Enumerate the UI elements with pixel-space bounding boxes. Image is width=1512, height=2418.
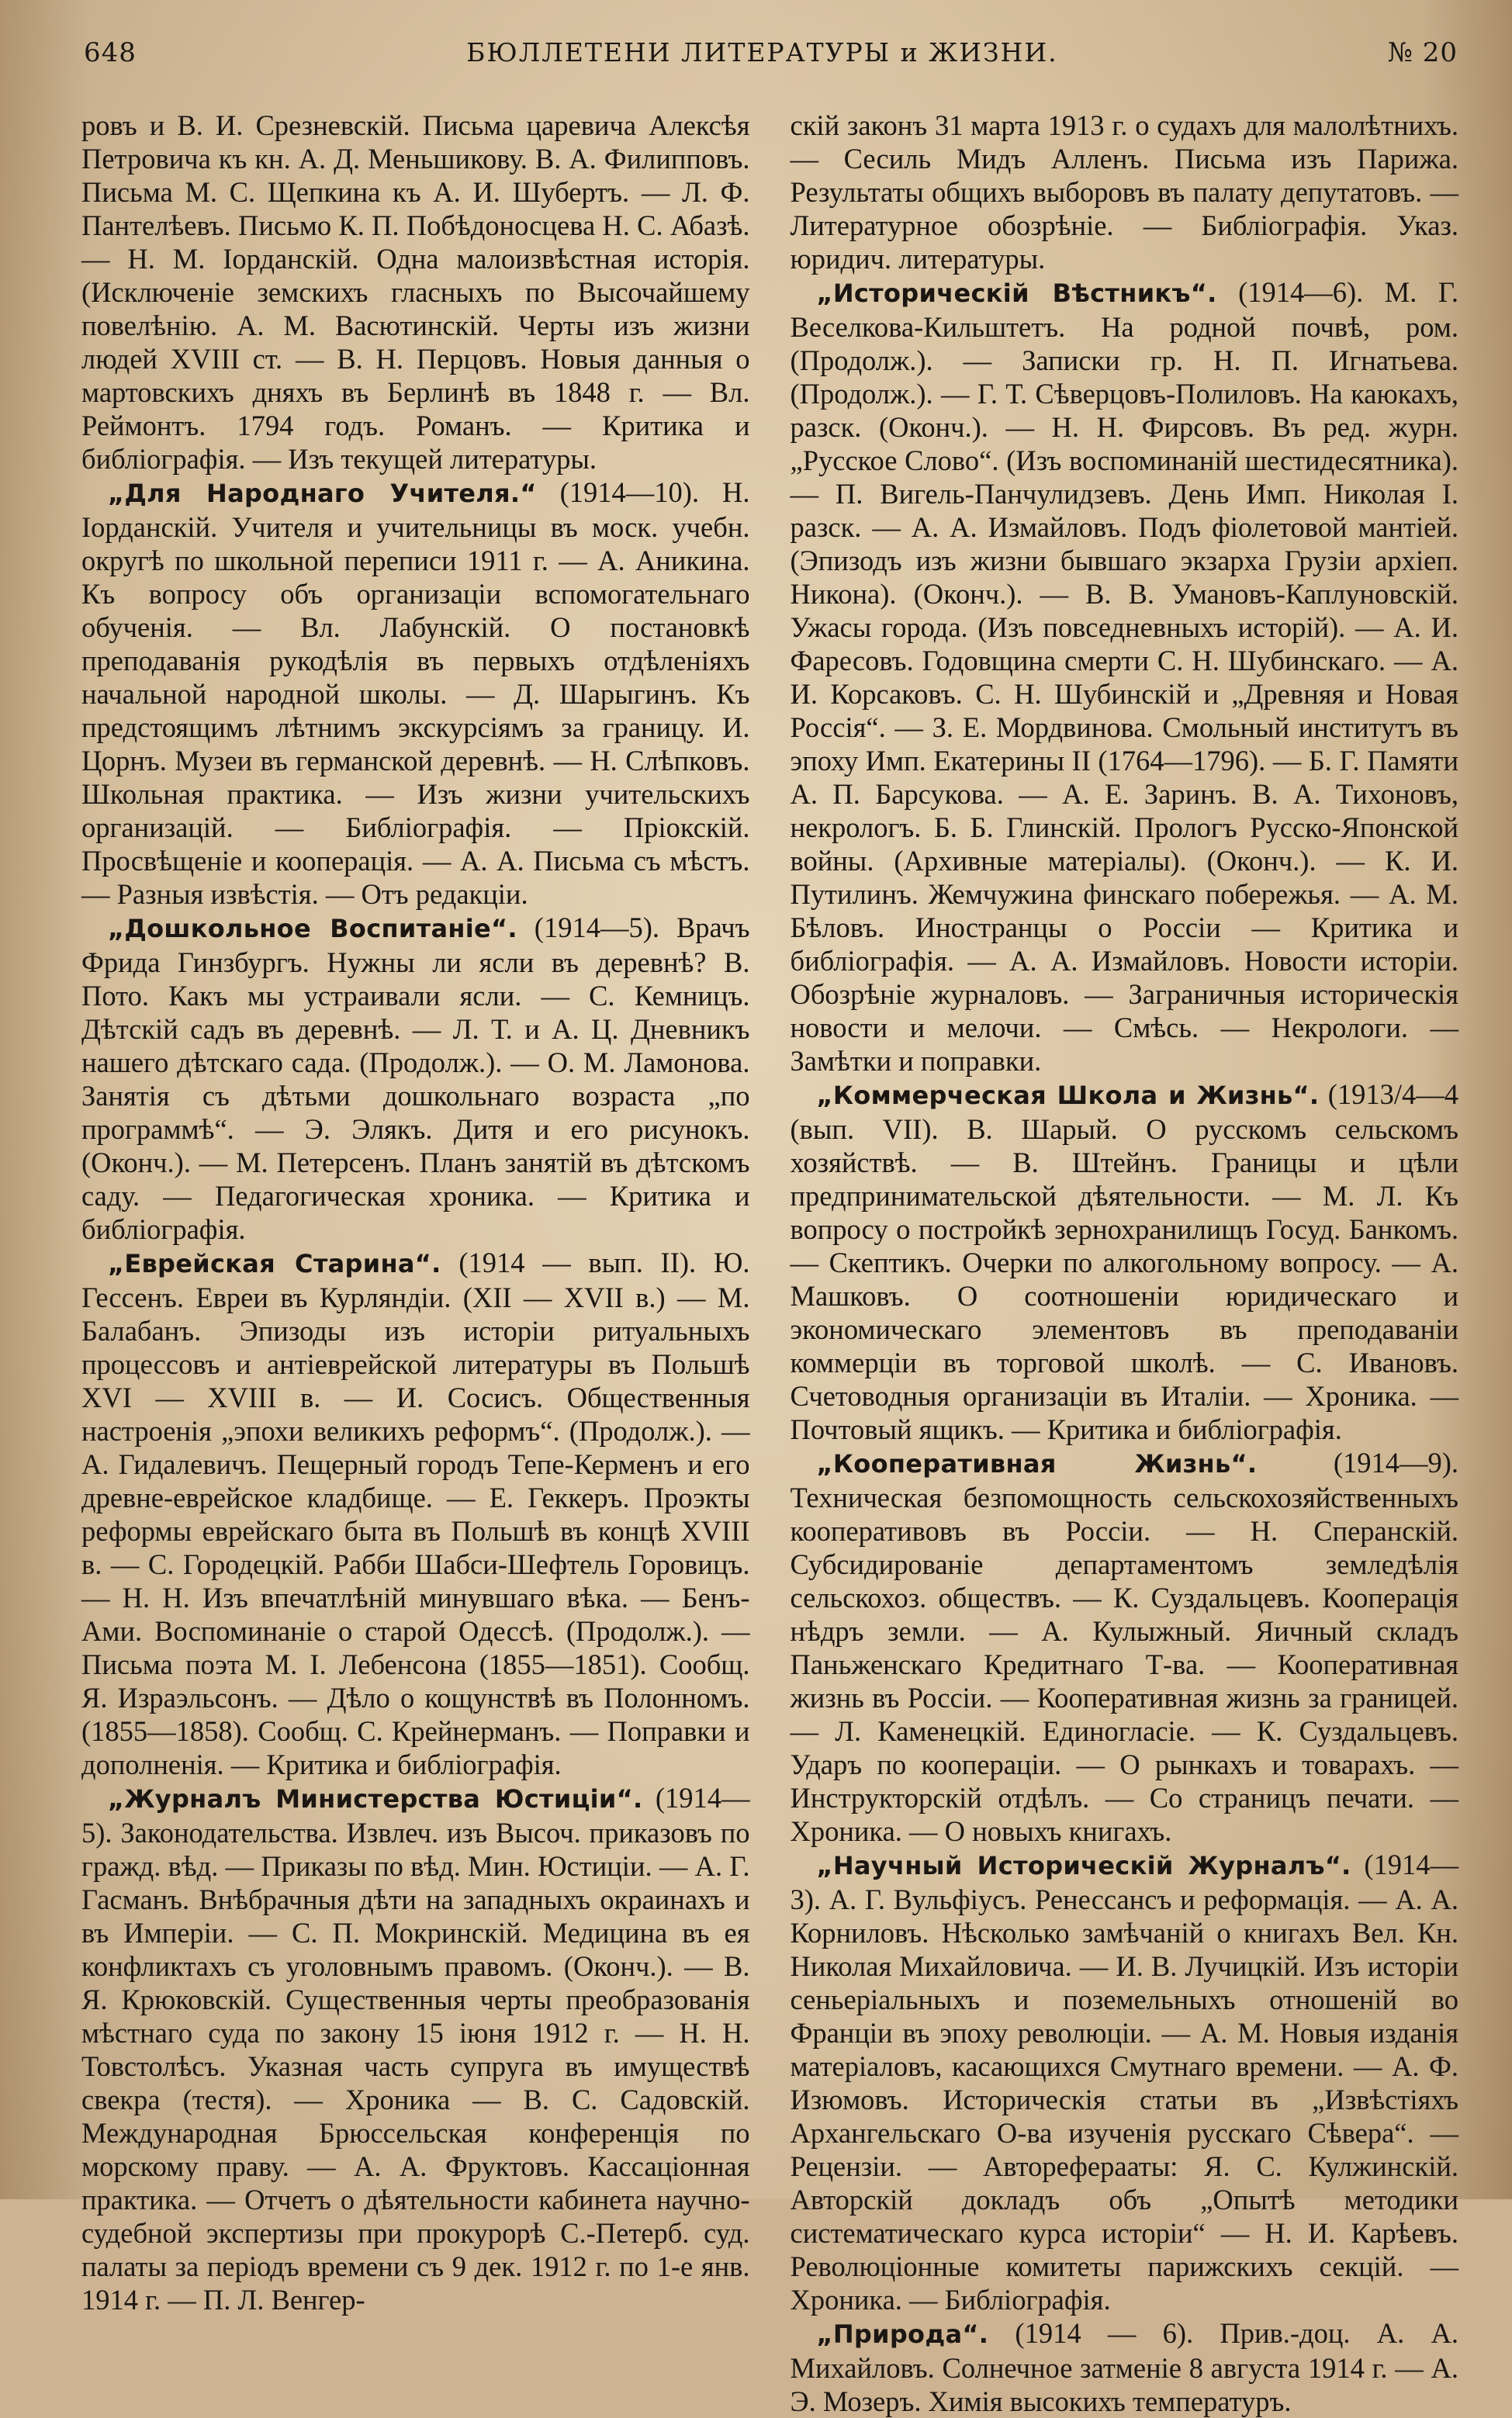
entry-text: (1914 — 6). Прив.-доц. А. А. Михайловъ. Солнечное затменіе 8 августа 1914 г. — А. Э. Мозеръ. Химія высокихъ температуръ. [790, 2317, 1458, 2417]
left-column [81, 109, 750, 2418]
journal-title: „Природа“. [816, 2319, 989, 2349]
bibliography-entry [791, 1848, 1459, 2316]
entry-text: (1914—6). М. Г. Веселкова-Кильштетъ. На родной почвѣ, ром. (Продолж.). — Записки гр. Н. П. Игнатьева. (Продолж.). — Г. Т. Сѣверцовъ-Полиловъ. На каюкахъ, разск. (Оконч.). — Н. Н. Фирсовъ. Въ ред. журн. „Русское Слово“. (Изъ воспоминаній шестидесятника). — П. Вигель-Панчулидзевъ. День Имп. Николая I. разск. — А. А. Измайловъ. Подъ фіолетовой мантіей. (Эпизодъ изъ жизни бывшаго экзарха Грузіи архіеп. Никона). (Оконч.). — В. В. Умановъ-Каплуновскій. Ужасы города. (Изъ повседневныхъ исторій). — А. И. Фаресовъ. Годовщина смерти С. Н. Шубинскаго. — А. И. Корсаковъ. С. Н. Шубинскій и „Древняя и Новая Россія“. — З. Е. Мордвинова. Смольный институтъ въ эпоху Имп. Екатерины II (1764—1796). — Б. Г. Памяти А. П. Барсукова. — А. Е. Заринъ. В. А. Тихоновъ, некрологъ. Б. Б. Глинскій. Прологъ Русско-Японской войны. (Архивные матеріалы). (Оконч.). — К. И. Путилинъ. Жемчужина финскаго побережья. — А. М. Бѣловъ. Иностранцы о Россіи — Критика и библіографія. — А. А. Измайловъ. Новости исторіи. Обозрѣніе журналовъ. — Заграничныя историческія новости и мелочи. — Смѣсь. — Некрологи. — Замѣтки и поправки. [790, 276, 1459, 1077]
bibliography-entry [81, 911, 750, 1246]
entry-text: ровъ и В. И. Срезневскій. Письма царевича Алексѣя Петровича къ кн. А. Д. Меньшикову. В. А. Филипповъ. Письма М. С. Щепкина къ А. И. Шубертъ. — Л. Ф. Пантелѣевъ. Письмо К. П. Побѣдоносцева Н. С. Абазѣ. — Н. М. Iорданскій. Одна малоизвѣстная исторія. (Исключенiе земскихъ гласныхъ по Высочайшему повелѣнію. А. М. Васютинскій. Черты изъ жизни людей XVIII ст. — В. Н. Перцовъ. Новыя данныя о мартовскихъ дняхъ въ Берлинѣ въ 1848 г. — Вл. Реймонтъ. 1794 годъ. Романъ. — Критика и библіографія. — Изъ текущей литературы. [81, 109, 750, 475]
entry-text: (1914—5). Законодательства. Извлеч. изъ Высоч. приказовъ по гражд. вѣд. — Приказы по вѣд. Мин. Юстиціи. — А. Г. Гасманъ. Внѣбрачныя дѣти на западныхъ окраинахъ и въ Имперіи. — С. П. Мокринскій. Медицина въ ея конфликтахъ съ уголовнымъ правомъ. (Оконч.). — В. Я. Крюковскій. Существенныя черты преобразованія мѣстнаго суда по закону 15 іюня 1912 г. — Н. Н. Товстолѣсъ. Указная часть супруга въ имуществѣ свекра (тестя). — Хроника — В. С. Садовскій. Международная Брюссельская конференція по морскому праву. — А. А. Фруктовъ. Кассаціонная практика. — Отчетъ о дѣятельности кабинета научно-судебной экспертизы при прокурорѣ С.-Петерб. суд. палаты за періодъ времени съ 9 дек. 1912 г. по 1-е янв. 1914 г. — П. Л. Венгер- [81, 1782, 750, 2316]
bibliography-entry [791, 2316, 1459, 2418]
journal-title: „Еврейская Старина“. [108, 1249, 441, 1278]
journal-title: „Кооперативная Жизнь“. [816, 1449, 1258, 1479]
bibliography-entry [791, 1446, 1459, 1848]
entry-text: (1914—5). Врачъ Фрида Гинзбургъ. Нужны ли ясли въ деревнѣ? В. Пото. Какъ мы устраивали ясли. — С. Кемницъ. Дѣтскій садъ въ деревнѣ. — Л. Т. и А. Ц. Дневникъ нашего дѣтскаго сада. (Продолж.). — О. М. Ламонова. Занятія съ дѣтьми дошкольнаго возраста „по программѣ“. — Э. Элякъ. Дитя и его рисунокъ. (Оконч.). — М. Петерсенъ. Планъ занятій въ дѣтскомъ саду. — Педагогическая хроника. — Критика и библіографія. [81, 912, 750, 1245]
right-column [791, 109, 1459, 2418]
running-title: БЮЛЛЕТЕНИ ЛИТЕРАТУРЫ и ЖИЗНИ. [466, 37, 1058, 67]
journal-title: „Журналъ Министерства Юстиціи“. [108, 1784, 643, 1814]
bibliography-entry [81, 1246, 750, 1781]
entry-text: (1914—10). Н. Iорданскій. Учителя и учительницы въ моск. учебн. округѣ по школьной переписи 1911 г. — А. Аникина. Къ вопросу объ организаціи вспомогательнаго обученія. — Вл. Лабунскій. О постановкѣ преподаванія рукодѣлія въ первыхъ отдѣленіяхъ начальной народной школы. — Д. Шарыгинъ. Къ предстоящимъ лѣтнимъ экскурсіямъ за границу. И. Цорнъ. Музеи въ германской деревнѣ. — Н. Слѣпковъ. Школьная практика. — Изъ жизни учительскихъ организацій. — Библіографія. — Пріокскій. Просвѣщеніе и кооперація. — А. А. Письма съ мѣстъ. — Разныя извѣстія. — Отъ редакціи. [81, 476, 750, 910]
entry-text: (1914—3). А. Г. Вульфіусъ. Ренессансъ и реформація. — А. А. Корниловъ. Нѣсколько замѣчаній о книгахъ Вел. Кн. Николая Михайловича. — И. В. Лучицкій. Изъ исторіи сеньеріальныхъ и поземельныхъ отношеній во Франціи въ эпоху революціи. — А. М. Новыя изданія матеріаловъ, касающихся Смутнаго времени. — А. Ф. Изюмовъ. Историческія статьи въ „Извѣстіяхъ Архангельскаго О-ва изученія русскаго Сѣвера“. — Рецензіи. — Автореферааты: Я. С. Кулжинскій. Авторскій докладъ объ „Опытѣ методики систематическаго курса исторіи“ — Н. И. Карѣевъ. Революціонные комитеты парижскихъ секцій. — Хроника. — Библіографія. [790, 1849, 1458, 2316]
journal-title: „Историческій Вѣстникъ“. [816, 278, 1217, 308]
journal-title: „Научный Историческій Журналъ“. [816, 1851, 1351, 1880]
page-number: 648 [84, 37, 137, 68]
journal-title: „Коммерческая Школа и Жизнь“. [816, 1081, 1320, 1110]
bibliography-entry [791, 275, 1459, 1078]
running-head [84, 37, 1458, 78]
entry-text: (1914—9). Техническая безпомощность сельскохозяйственныхъ кооперативовъ въ Россіи. — Н. Сперанскій. Субсидированіе департаментомъ земледѣлія сельскохоз. обществъ. — К. Суздальцевъ. Кооперація нѣдръ земли. — А. Кулыжный. Яичный складъ Паньженскаго Кредитнаго Т-ва. — Кооперативная жизнь въ Россіи. — Кооперативная жизнь за границей. — Л. Каменецкій. Единогласіе. — К. Суздальцевъ. Ударъ по коопераціи. — О рынкахъ и товарахъ. — Инструкторскій отдѣлъ. — Со страницъ печати. — Хроника. — О новыхъ книгахъ. [790, 1447, 1458, 1847]
bibliography-entry [791, 109, 1459, 275]
entry-text: скій законъ 31 марта 1913 г. о судахъ для малолѣтнихъ. — Сесиль Мидъ Алленъ. Письма изъ Парижа. Результаты общихъ выборовъ въ палату депутатовъ. — Литературное обозрѣніе. — Библіографія. Указ. юридич. литературы. [790, 109, 1458, 275]
issue-number: № 20 [1387, 37, 1458, 68]
journal-title: „Для Народнаго Учителя.“ [108, 479, 537, 508]
bibliography-entry [791, 1078, 1459, 1446]
bibliography-entry [81, 476, 750, 911]
bibliography-entry [81, 109, 750, 476]
text-columns [81, 109, 1458, 2418]
bibliography-entry [81, 1781, 750, 2316]
entry-text: (1914 — вып. II). Ю. Гессенъ. Евреи въ Курляндіи. (XII — XVII в.) — М. Балабанъ. Эпизоды изъ исторіи ритуальныхъ процессовъ и антіеврейской литературы въ Польшѣ XVI — XVIII в. — И. Сосисъ. Общественныя настроенія „эпохи великихъ реформъ“. (Продолж.). — А. Гидалевичъ. Пещерный городъ Тепе-Керменъ и его древне-еврейское кладбище. — Е. Геккеръ. Проэкты реформы еврейскаго быта въ Польшѣ въ концѣ XVIII в. — С. Городецкій. Рабби Шабси-Шефтель Горовицъ. — Н. Н. Изъ впечатлѣній минувшаго вѣка. — Бенъ-Ами. Воспоминаніе о старой Одессѣ. (Продолж.). — Письма поэта М. I. Лебенсона (1855—1851). Сообщ. Я. Израэльсонъ. — Дѣло о кощунствѣ въ Полонномъ. (1855—1858). Сообщ. С. Крейнерманъ. — Поправки и дополненія. — Критика и библіографія. [81, 1247, 750, 1780]
entry-text: (1913/4—4 (вып. VII). В. Шарый. О русскомъ сельскомъ хозяйствѣ. — В. Штейнъ. Границы и цѣли предпринимательской дѣятельности. — М. Л. Къ вопросу о постройкѣ зернохранилищъ Госуд. Банкомъ. — Скептикъ. Очерки по алкогольному вопросу. — А. Машковъ. О соотношеніи юридическаго и экономическаго элементовъ въ преподаваніи коммерціи въ торговой школѣ. — С. Ивановъ. Счетоводныя организаціи въ Италіи. — Хроника. — Почтовый ящикъ. — Критика и библіографія. [790, 1078, 1459, 1445]
journal-title: „Дошкольное Воспитаніе“. [108, 914, 517, 943]
